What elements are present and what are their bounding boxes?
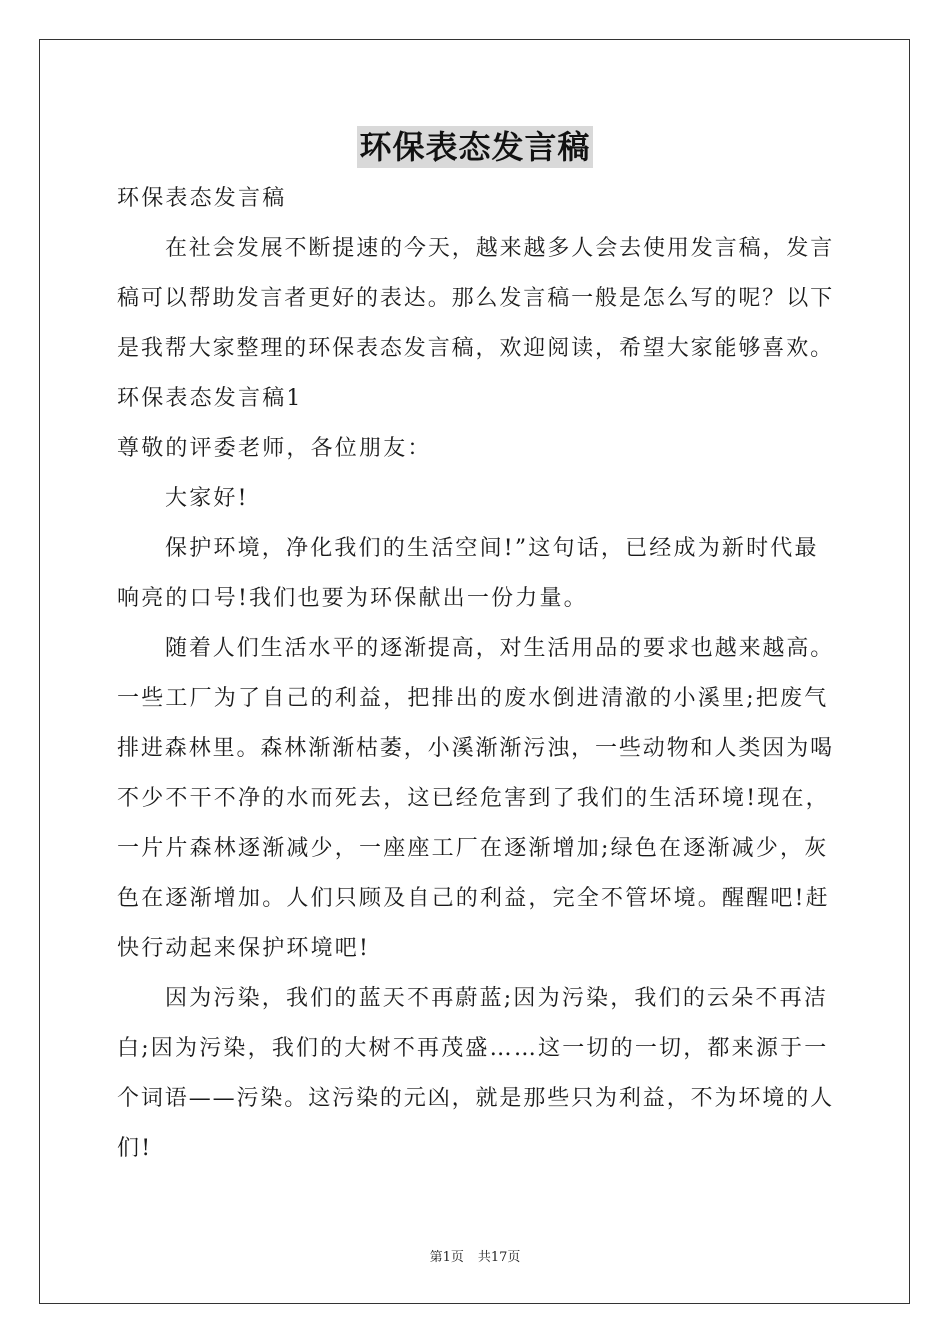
title-container — [0, 126, 950, 168]
text-line: 环保表态发言稿1 — [117, 386, 303, 411]
text-line: 保护环境，净化我们的生活空间!”这句话，已经成为新时代最 — [165, 536, 819, 561]
text-line: 色在逐渐增加。人们只顾及自己的利益，完全不管坏境。醒醒吧!赶 — [117, 886, 830, 911]
text-line: 白;因为污染，我们的大树不再茂盛……这一切的一切，都来源于一 — [117, 1036, 829, 1061]
page-number: 第1页 — [429, 1250, 464, 1265]
page-total: 共17页 — [477, 1250, 521, 1265]
text-line: 随着人们生活水平的逐渐提高，对生活用品的要求也越来越高。 — [165, 636, 835, 661]
text-line: 们! — [117, 1136, 153, 1161]
text-line: 排进森林里。森林渐渐枯萎，小溪渐渐污浊，一些动物和人类因为喝 — [117, 736, 835, 761]
text-line: 尊敬的评委老师，各位朋友： — [117, 436, 432, 461]
text-line: 在社会发展不断提速的今天，越来越多人会去使用发言稿，发言 — [165, 236, 835, 261]
text-line: 大家好! — [165, 486, 249, 511]
page-footer — [0, 1246, 950, 1265]
text-line: 因为污染，我们的蓝天不再蔚蓝;因为污染，我们的云朵不再洁 — [165, 986, 829, 1011]
text-line: 稿可以帮助发言者更好的表达。那么发言稿一般是怎么写的呢？以下 — [117, 286, 835, 311]
text-line: 快行动起来保护环境吧! — [117, 936, 371, 961]
text-line: 一片片森林逐渐减少，一座座工厂在逐渐增加;绿色在逐渐减少，灰 — [117, 836, 829, 861]
text-line: 环保表态发言稿 — [117, 186, 287, 211]
document-title: 环保表态发言稿 — [359, 128, 591, 166]
text-line: 是我帮大家整理的环保表态发言稿，欢迎阅读，希望大家能够喜欢。 — [117, 336, 835, 361]
document-body — [117, 174, 835, 1174]
text-line: 个词语——污染。这污染的元凶，就是那些只为利益，不为坏境的人 — [117, 1086, 835, 1111]
text-line: 响亮的口号!我们也要为环保献出一份力量。 — [117, 586, 588, 611]
text-line: 一些工厂为了自己的利益，把排出的废水倒进清澈的小溪里;把废气 — [117, 686, 829, 711]
text-line: 不少不干不净的水而死去，这已经危害到了我们的生活环境!现在， — [117, 786, 830, 811]
